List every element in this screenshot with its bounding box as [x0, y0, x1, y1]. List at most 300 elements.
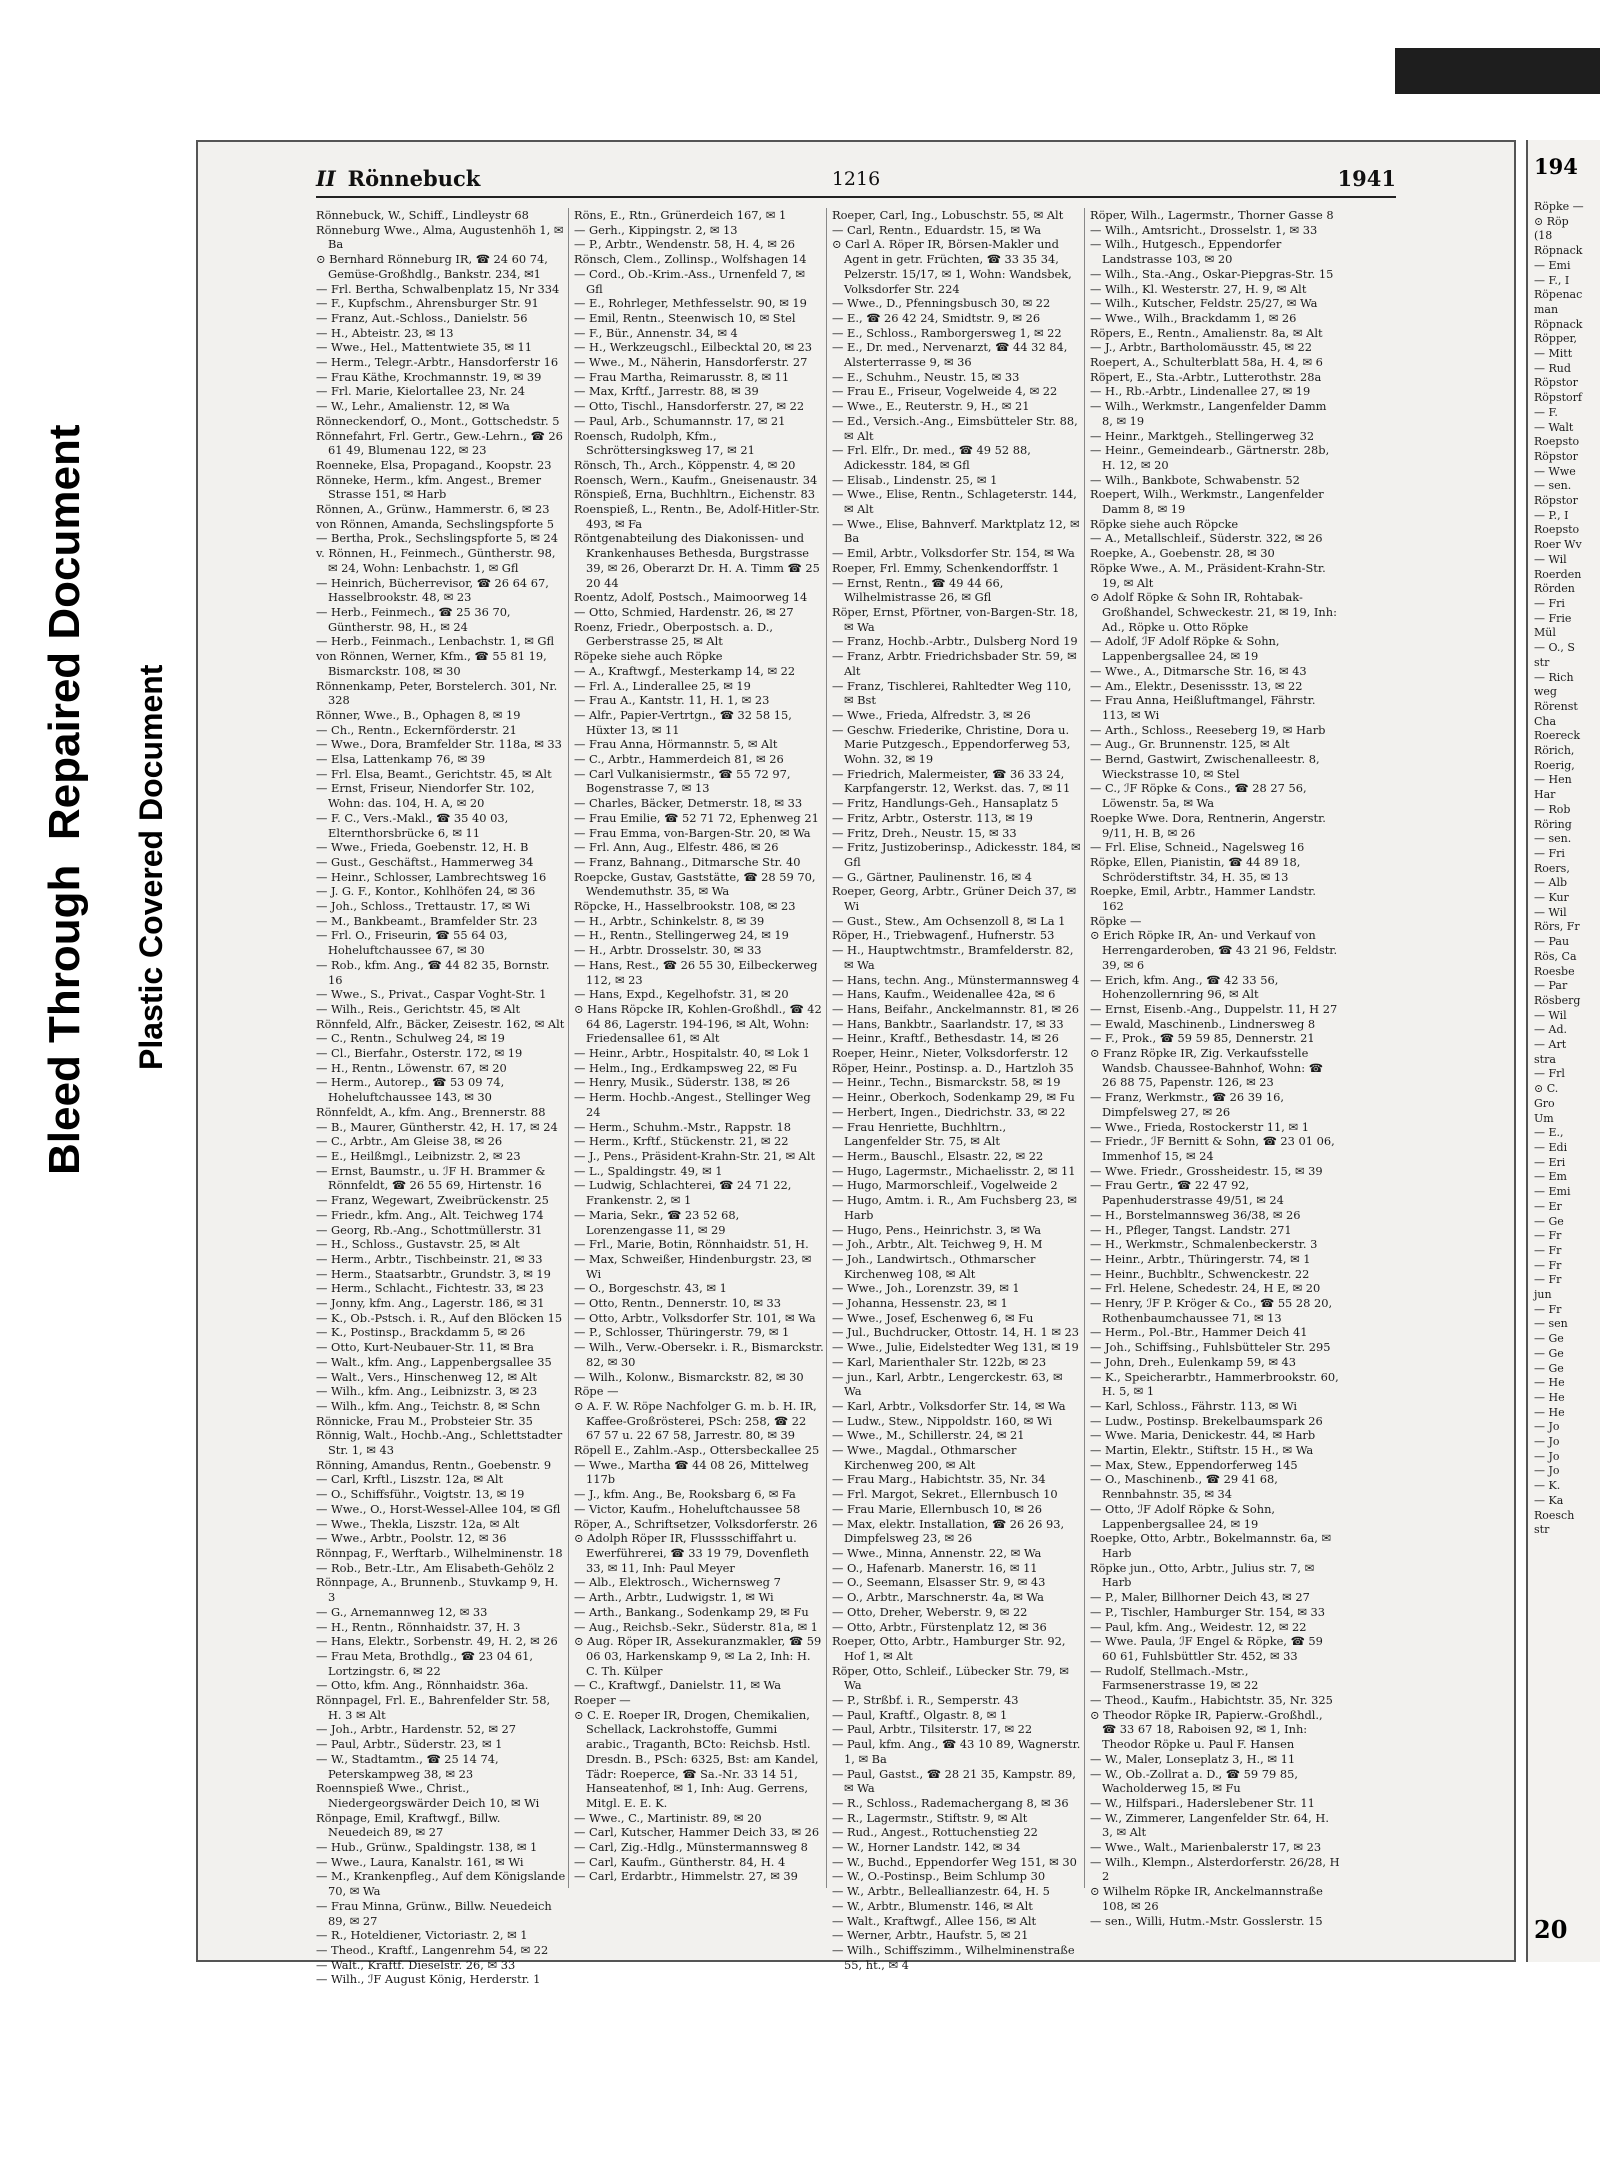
directory-entry: — O., Arbtr., Marschnerstr. 4a, ✉ Wa [832, 1590, 1044, 1605]
adjacent-entry-fragment: Cha [1534, 714, 1557, 728]
directory-entry: Rönnig, Walt., Hochb.-Ang., Schlettstadter Str. 1, ✉ 43 [316, 1428, 563, 1458]
directory-entry: — Carl, Erdarbtr., Himmelstr. 27, ✉ 39 [574, 1869, 798, 1884]
directory-entry: — Friedr., ℐF Bernitt & Sohn, ☎ 23 01 06, Immenhof 15, ✉ 24 [1090, 1134, 1335, 1163]
directory-entry: — Otto, Dreher, Weberstr. 9, ✉ 22 [832, 1604, 1028, 1619]
directory-entry: — Max, elektr. Installation, ☎ 26 26 93, Dimpfelsweg 23, ✉ 26 [832, 1516, 1065, 1546]
directory-entry: Röper, Ernst, Pförtner, von-Bargen-Str. 18, ✉ Wa [832, 604, 1079, 634]
adjacent-page-header: 194 [1534, 154, 1578, 179]
directory-entry: — Paul, Arbtr., Tilsiterstr. 17, ✉ 22 [832, 1722, 1033, 1737]
directory-entry: — Karl, Schloss., Fährstr. 113, ✉ Wi [1090, 1398, 1298, 1413]
directory-entry: — Frau Martha, Reimarusstr. 8, ✉ 11 [574, 369, 790, 384]
directory-entry: — Frau Marie, Ellernbusch 10, ✉ 26 [832, 1501, 1042, 1516]
adjacent-entry-fragment: — Ge [1534, 1361, 1564, 1375]
directory-entry: — Wwe., M., Schillerstr. 24, ✉ 21 [832, 1428, 1025, 1443]
adjacent-entry-fragment: — Rob [1534, 802, 1571, 816]
adjacent-entry-fragment: — Mitt [1534, 347, 1573, 361]
directory-entry: ⊙ A. F. W. Röpe Nachfolger G. m. b. H. IR, Kaffee-Großrösterei, PSch: 258, ☎ 22 67 57 u. 22 67 58, Jarrestr. 80, ✉ 39 [574, 1398, 817, 1443]
directory-entry: — Friedr., kfm. Ang., Alt. Teichweg 174 [316, 1207, 544, 1222]
directory-entry: — Frl. Bertha, Schwalbenplatz 15, Nr 334 [316, 281, 560, 296]
adjacent-entry-fragment: — Fr [1534, 1243, 1562, 1257]
directory-entry: von Rönnen, Amanda, Sechslingspforte 5 [316, 516, 555, 531]
directory-entry: — Frau Emma, von-Bargen-Str. 20, ✉ Wa [574, 825, 811, 840]
adjacent-entry-fragment: — Fr [1534, 1229, 1562, 1243]
directory-entry: — O., Borgeschstr. 43, ✉ 1 [574, 1281, 727, 1296]
directory-entry: — H., Hauptwchtmstr., Bramfelderstr. 82, ✉ Wa [832, 943, 1074, 972]
adjacent-entry-fragment: — sen. [1534, 479, 1572, 493]
directory-entry: Roeper, Georg, Arbtr., Grüner Deich 37, ✉ Wi [832, 884, 1077, 914]
directory-entry: — Frau Anna, Hörmannstr. 5, ✉ Alt [574, 737, 778, 752]
directory-entry: Roepke, Emil, Arbtr., Hammer Landstr. 162 [1090, 884, 1316, 914]
adjacent-entry-fragment: — Kur [1534, 891, 1569, 905]
adjacent-entry-fragment: — Frie [1534, 611, 1572, 625]
directory-entry: — F., Bür., Annenstr. 34, ✉ 4 [574, 325, 738, 340]
adjacent-entry-fragment: ⊙ Röp [1534, 214, 1569, 228]
directory-entry: — Frl. Marie, Kielortallee 23, Nr. 24 [316, 384, 525, 399]
adjacent-entry-fragment: — Jo [1534, 1449, 1560, 1463]
adjacent-entry-fragment: — Fr [1534, 1258, 1562, 1272]
adjacent-entry-fragment: Um [1534, 1111, 1554, 1125]
directory-entry: — H., Rb.-Arbtr., Lindenallee 27, ✉ 19 [1090, 384, 1311, 399]
directory-entry: ⊙ Aug. Röper IR, Assekuranzmakler, ☎ 59 06 03, Harkenskamp 9, ✉ La 2, Inh: H. C. Th. Külper [574, 1634, 822, 1678]
directory-entry: — Hub., Grünw., Spaldingstr. 138, ✉ 1 [316, 1840, 538, 1855]
directory-entry: Rönspieß, Erna, Buchhltrn., Eichenstr. 83 [574, 487, 815, 502]
adjacent-entry-fragment: — P., I [1534, 508, 1569, 522]
adjacent-entry-fragment: str [1534, 1523, 1550, 1537]
directory-entry: ⊙ Theodor Röpke IR, Papierw.-Großhdl., ☎ 33 67 18, Raboisen 92, ✉ 1, Inh: Theodor Röpke u. Paul F. Hansen [1090, 1707, 1323, 1752]
adjacent-entry-fragment: — Art [1534, 1038, 1567, 1052]
directory-entry: Röntgenabteilung des Diakonissen- und Krankenhauses Bethesda, Burgstrasse 39, ✉ 26, Oberarzt Dr. H. A. Timm ☎ 25 20 44 [574, 531, 820, 590]
adjacent-entry-fragment: Rös, Ca [1534, 949, 1577, 963]
directory-entry: — W., Arbtr., Blumenstr. 146, ✉ Alt [832, 1898, 1033, 1913]
directory-entry: Röpke jun., Otto, Arbtr., Julius str. 7, ✉ Harb [1090, 1560, 1315, 1590]
directory-entry: — Paul, Gastst., ☎ 28 21 35, Kampstr. 89, ✉ Wa [832, 1766, 1076, 1796]
directory-entry: Roensch, Rudolph, Kfm., Schröttersingksweg 17, ✉ 21 [574, 428, 755, 458]
directory-entry: — Wwe., Thekla, Liszstr. 12a, ✉ Alt [316, 1516, 520, 1531]
adjacent-entry-fragment: Röpstorf [1534, 391, 1582, 405]
directory-entry: Rönnpage, A., Brunnenb., Stuvkamp 9, H. 3 [316, 1575, 559, 1605]
directory-entry: — Wilh., Amtsricht., Drosselstr. 1, ✉ 33 [1090, 222, 1318, 237]
directory-entry: — H., Werkzeugschl., Eilbecktal 20, ✉ 23 [574, 340, 813, 355]
directory-entry: — Wwe., Arbtr., Poolstr. 12, ✉ 36 [316, 1531, 507, 1546]
directory-entry: — Frau Emilie, ☎ 52 71 72, Ephenweg 21 [574, 810, 819, 825]
directory-entry: — Max, Krftf., Jarrestr. 88, ✉ 39 [574, 384, 759, 399]
adjacent-entry-fragment: Rörich, [1534, 744, 1575, 758]
adjacent-entry-fragment: Rörden [1534, 582, 1575, 596]
directory-entry: — Ed., Versich.-Ang., Eimsbütteler Str. 88, ✉ Alt [832, 413, 1078, 443]
directory-entry: — J., Pens., Präsident-Krahn-Str. 21, ✉ Alt [574, 1149, 816, 1163]
directory-entry: — Elisab., Lindenstr. 25, ✉ 1 [832, 472, 998, 487]
directory-entry: — Walt., Kraftwgf., Allee 156, ✉ Alt [832, 1913, 1037, 1928]
directory-entry: — Gust., Geschäftst., Hammerweg 34 [316, 854, 534, 869]
directory-entry: Roensch, Wern., Kaufm., Gneisenaustr. 34 [574, 472, 818, 487]
directory-entry: — Frl., Marie, Botin, Rönnhaidstr. 51, H. [574, 1237, 809, 1252]
directory-entry: — W., Horner Landstr. 142, ✉ 34 [832, 1840, 1021, 1855]
directory-entry: — sen., Willi, Hutm.-Mstr. Gosslerstr. 15 [1090, 1913, 1323, 1928]
directory-entry: — Wilh., Verw.-Obersekr. i. R., Bismarckstr. 82, ✉ 30 [574, 1340, 824, 1369]
directory-entry: — C., Kraftwgf., Danielstr. 11, ✉ Wa [574, 1678, 781, 1693]
directory-entry: — P., Strßbf. i. R., Semperstr. 43 [832, 1693, 1019, 1708]
directory-entry: Röpcke, H., Hasselbrookstr. 108, ✉ 23 [574, 899, 796, 914]
directory-entry: — Ludw., Postinsp. Brekelbaumspark 26 [1090, 1413, 1323, 1428]
adjacent-entry-fragment: — O., S [1534, 641, 1575, 655]
adjacent-entry-fragment: jun [1534, 1288, 1552, 1302]
directory-entry: — Wwe., Frieda, Rostockerstr 11, ✉ 1 [1090, 1119, 1309, 1134]
directory-entry: — Herm., Staatsarbtr., Grundstr. 3, ✉ 19 [316, 1266, 551, 1281]
directory-entry: Roenz, Friedr., Oberpostsch. a. D., Gerberstrasse 25, ✉ Alt [574, 619, 774, 649]
directory-entry: ⊙ Adolph Röper IR, Flusssschiffahrt u. Ewerführerei, ☎ 33 19 79, Dovenfleth 33, ✉ 11, Inh: Paul Meyer [574, 1531, 809, 1575]
adjacent-entry-fragment: str [1534, 655, 1550, 669]
directory-entry: — Joh., Arbtr., Alt. Teichweg 9, H. M [832, 1237, 1043, 1252]
scanner-dark-corner [1395, 48, 1600, 94]
directory-entry: Roeper, Otto, Arbtr., Hamburger Str. 92, Hof 1, ✉ Alt [832, 1634, 1066, 1663]
directory-entry: — Otto, Kurt-Neubauer-Str. 11, ✉ Bra [316, 1340, 534, 1355]
directory-entry: Roenneke, Elsa, Propagand., Koopstr. 23 [316, 457, 552, 472]
directory-entry: — Frau Anna, Heißluftmangel, Fährstr. 113, ✉ Wi [1090, 693, 1316, 722]
directory-entry: — P., Arbtr., Wendenstr. 58, H. 4, ✉ 26 [574, 237, 795, 252]
section-name: Rönnebuck [347, 166, 481, 191]
adjacent-entry-fragment: — Em [1534, 1170, 1567, 1184]
directory-entry: — Wwe. Maria, Denickestr. 44, ✉ Harb [1090, 1428, 1316, 1443]
directory-entry: — Wilh., ℐF August König, Herderstr. 1 [316, 1972, 541, 1987]
directory-entry: — Ch., Rentn., Eckernförderstr. 21 [316, 722, 517, 737]
adjacent-page-edge [1526, 140, 1600, 1962]
directory-entry: — Friedrich, Malermeister, ☎ 36 33 24, Karpfangerstr. 12, Werkst. das. 7, ✉ 11 [832, 766, 1071, 796]
directory-entry: — Frl. A., Linderallee 25, ✉ 19 [574, 678, 751, 693]
directory-entry: — Hugo, Pens., Heinrichstr. 3, ✉ Wa [832, 1222, 1042, 1237]
adjacent-entry-fragment: — He [1534, 1405, 1565, 1419]
directory-entry: — J. G. F., Kontor., Kohlhöfen 24, ✉ 36 [316, 884, 536, 899]
directory-entry: — Franz, Wegewart, Zweibrückenstr. 25 [316, 1193, 549, 1208]
directory-entry: — R., Hoteldiener, Victoriastr. 2, ✉ 1 [316, 1928, 528, 1943]
adjacent-entry-fragment: — Emi [1534, 1185, 1571, 1199]
directory-entry: — Frau Minna, Grünw., Billw. Neuedeich 89, ✉ 27 [316, 1898, 552, 1928]
directory-entry: — Wilh., Klempn., Alsterdorferstr. 26/28, H 2 [1090, 1854, 1340, 1884]
directory-entry: Röpell E., Zahlm.-Asp., Ottersbeckallee 25 [574, 1443, 820, 1458]
directory-entry: — Heinr., Marktgeh., Stellingerweg 32 [1090, 428, 1315, 443]
directory-entry: — Frl. Elsa, Beamt., Gerichtstr. 45, ✉ Alt [316, 766, 552, 781]
directory-entry: — Ernst, Eisenb.-Ang., Duppelstr. 11, H 27 [1090, 1001, 1338, 1016]
adjacent-entry-fragment: — Fr [1534, 1273, 1562, 1287]
directory-entry: — C., Arbtr., Am Gleise 38, ✉ 26 [316, 1134, 503, 1149]
directory-entry: — John, Dreh., Eulenkamp 59, ✉ 43 [1090, 1354, 1297, 1369]
adjacent-entry-fragment: — Par [1534, 979, 1568, 993]
directory-entry: — Frl. Ann, Aug., Elfestr. 486, ✉ 26 [574, 840, 779, 855]
directory-entry: — H., Rentn., Rönnhaidstr. 37, H. 3 [316, 1619, 521, 1634]
directory-entry: Roeper, Carl, Ing., Lobuschstr. 55, ✉ Alt [832, 208, 1064, 222]
directory-entry: — Wwe., E., Reuterstr. 9, H., ✉ 21 [832, 399, 1030, 414]
directory-column-3 [832, 208, 1082, 1972]
directory-entry: — O., Schiffsführ., Voigtstr. 13, ✉ 19 [316, 1487, 525, 1502]
directory-entry: Roeper — [574, 1693, 631, 1708]
adjacent-entry-fragment: stra [1534, 1052, 1556, 1066]
adjacent-entry-fragment: — Emi [1534, 258, 1571, 272]
adjacent-entry-fragment: — Fr [1534, 1302, 1562, 1316]
adjacent-entry-fragment: Röpstor [1534, 376, 1578, 390]
directory-entry: — P., Schlosser, Thüringerstr. 79, ✉ 1 [574, 1325, 790, 1340]
directory-entry: Roepert, A., Schulterblatt 58a, H. 4, ✉ 6 [1090, 355, 1323, 370]
directory-entry: — Wilh., Werkmstr., Langenfelder Damm 8, ✉ 19 [1090, 399, 1327, 428]
directory-entry: v. Rönnen, H., Feinmech., Güntherstr. 98, ✉ 24, Wohn: Lenbachstr. 1, ✉ Gfl [316, 546, 556, 575]
adjacent-entry-fragment: — Walt [1534, 420, 1574, 434]
directory-entry: — Franz, Aut.-Schloss., Danielstr. 56 [316, 310, 528, 325]
directory-entry: Rönnpagel, Frl. E., Bahrenfelder Str. 58, H. 3 ✉ Alt [316, 1693, 551, 1722]
directory-entry: — Wilh., Reis., Gerichtstr. 45, ✉ Alt [316, 1001, 521, 1016]
directory-entry: Rönneke, Herm., kfm. Angest., Bremer Strasse 151, ✉ Harb [316, 472, 542, 502]
directory-entry: — W., Buchd., Eppendorfer Weg 151, ✉ 30 [832, 1854, 1077, 1869]
directory-entry: — Bertha, Prok., Sechslingspforte 5, ✉ 24 [316, 531, 559, 546]
adjacent-entry-fragment: Har [1534, 788, 1556, 802]
directory-entry: — Jul., Buchdrucker, Ottostr. 14, H. 1 ✉ 23 [832, 1325, 1080, 1340]
directory-entry: — Joh., Arbtr., Hardenstr. 52, ✉ 27 [316, 1722, 517, 1737]
directory-entry: — Cord., Ob.-Krim.-Ass., Urnenfeld 7, ✉ Gfl [574, 266, 805, 296]
directory-entry: — Wwe., Joh., Lorenzstr. 39, ✉ 1 [832, 1281, 1020, 1296]
directory-entry: — Wilh., Kl. Westerstr. 27, H. 9, ✉ Alt [1090, 281, 1307, 296]
directory-entry: — J., Arbtr., Bartholomäusstr. 45, ✉ 22 [1090, 340, 1313, 355]
directory-entry: — Bernd, Gastwirt, Zwischenalleestr. 8, Wieckstrasse 10, ✉ Stel [1090, 752, 1320, 781]
directory-entry: — Hans, Kaufm., Weidenallee 42a, ✉ 6 [832, 987, 1056, 1002]
directory-entry: — Otto, Schmied, Hardenstr. 26, ✉ 27 [574, 604, 794, 619]
directory-entry: — Wwe., M., Näherin, Hansdorferstr. 27 [574, 355, 808, 370]
directory-entry: — Am., Elektr., Desenissstr. 13, ✉ 22 [1090, 678, 1303, 693]
directory-entry: — W., Ob.-Zollrat a. D., ☎ 59 79 85, Wacholderweg 15, ✉ Fu [1090, 1766, 1298, 1796]
directory-entry: — Maria, Sekr., ☎ 23 52 68, Lorenzengasse 11, ✉ 29 [574, 1207, 740, 1237]
directory-entry: — Wwe., D., Pfenningsbusch 30, ✉ 22 [832, 296, 1051, 311]
directory-entry: — E., Heilßmgl., Leibnizstr. 2, ✉ 23 [316, 1149, 521, 1163]
directory-entry: — Franz, Tischlerei, Rahltedter Weg 110, ✉ Bst [832, 678, 1072, 708]
directory-entry: — Carl, Kaufm., Güntherstr. 84, H. 4 [574, 1854, 786, 1869]
directory-entry: — Ludw., Stew., Nippoldstr. 160, ✉ Wi [832, 1413, 1052, 1428]
directory-entry: Röpke, Ellen, Pianistin, ☎ 44 89 18, Schröderstiftstr. 34, H. 35, ✉ 13 [1090, 854, 1301, 884]
directory-entry: — Ludwig, Schlachterei, ☎ 24 71 22, Frankenstr. 2, ✉ 1 [574, 1178, 792, 1208]
directory-entry: — Hans, Beifahr., Anckelmannstr. 81, ✉ 26 [832, 1001, 1080, 1016]
directory-entry: Roennspieß Wwe., Christ., Niedergeorgswärder Deich 10, ✉ Wi [316, 1781, 540, 1810]
directory-entry: — Otto, ℐF Adolf Röpke & Sohn, Lappenbergsallee 24, ✉ 19 [1090, 1501, 1276, 1531]
directory-entry: ⊙ Franz Röpke IR, Zig. Verkaufsstelle Wandsb. Chaussee-Bahnhof, Wohn: ☎ 26 88 75, Papenstr. 126, ✉ 23 [1090, 1046, 1323, 1090]
directory-entry: — Heinrich, Bücherrevisor, ☎ 26 64 67, Hasselbrookstr. 48, ✉ 23 [316, 575, 549, 605]
adjacent-entry-fragment: Röpke — [1534, 200, 1584, 213]
directory-entry: Roepke, Otto, Arbtr., Bokelmannstr. 6a, ✉ Harb [1090, 1531, 1331, 1560]
directory-entry: — Henry, Musik., Süderstr. 138, ✉ 26 [574, 1075, 790, 1090]
adjacent-entry-fragment: — Er [1534, 1199, 1562, 1213]
directory-entry: Rönnfeld, Alfr., Bäcker, Zeisestr. 162, ✉ Alt [316, 1016, 565, 1031]
directory-entry: Rönpage, Emil, Kraftwgf., Billw. Neuedeich 89, ✉ 27 [316, 1810, 501, 1840]
adjacent-page-footer: 20 [1534, 1915, 1568, 1944]
directory-entry: — J., kfm. Ang., Be, Rooksbarg 6, ✉ Fa [574, 1487, 796, 1502]
directory-entry: — H., Schloss., Gustavstr. 25, ✉ Alt [316, 1237, 520, 1252]
directory-entry: — Franz, Bahnang., Ditmarsche Str. 40 [574, 854, 801, 869]
directory-entry: — Frau Käthe, Krochmannstr. 19, ✉ 39 [316, 369, 542, 384]
adjacent-entry-fragment: — Rich [1534, 670, 1574, 684]
adjacent-entry-fragment: Rörenst [1534, 699, 1578, 713]
directory-entry: Rönneburg Wwe., Alma, Augustenhöh 1, ✉ Ba [316, 222, 564, 252]
adjacent-entry-fragment: Röpper, [1534, 332, 1578, 346]
adjacent-entry-fragment: — E., [1534, 1126, 1564, 1140]
adjacent-entry-fragment: — Wil [1534, 552, 1567, 566]
directory-entry: — Carl, Zig.-Hdlg., Münstermannsweg 8 [574, 1840, 808, 1855]
adjacent-entry-fragment: Röpstor [1534, 494, 1578, 508]
directory-entry: — Joh., Landwirtsch., Othmarscher Kirchenweg 108, ✉ Alt [832, 1251, 1036, 1281]
column-divider [1084, 208, 1085, 1888]
directory-entry: — Wilh., Hutgesch., Eppendorfer Landstrasse 103, ✉ 20 [1090, 237, 1282, 267]
directory-entry: — A., Metallschleif., Süderstr. 322, ✉ 26 [1090, 531, 1323, 546]
directory-entry: — Wwe. Friedr., Grossheidestr. 15, ✉ 39 [1090, 1163, 1323, 1178]
directory-entry: — Franz, Hochb.-Arbtr., Dulsberg Nord 19 [832, 634, 1078, 649]
plastic-covered-label: Plastic Covered Document [133, 664, 169, 1070]
directory-entry: — P., Maler, Billhorner Deich 43, ✉ 27 [1090, 1590, 1310, 1605]
directory-entry: — Carl, Krftl., Liszstr. 12a, ✉ Alt [316, 1472, 504, 1487]
directory-entry: — K., Speicherarbtr., Hammerbrookstr. 60, H. 5, ✉ 1 [1090, 1369, 1339, 1399]
directory-entry: — Wwe., Hel., Mattentwiete 35, ✉ 11 [316, 340, 532, 355]
adjacent-entry-fragment: — Alb [1534, 876, 1567, 890]
adjacent-entry-fragment: Röpnack [1534, 317, 1583, 331]
adjacent-entry-fragment: Roers, [1534, 861, 1570, 875]
directory-entry: Röpke — [1090, 913, 1142, 928]
directory-entry: — Gerh., Kippingstr. 2, ✉ 13 [574, 222, 738, 237]
directory-entry: Rönnpag, F., Werftarb., Wilhelminenstr. 18 [316, 1545, 563, 1560]
directory-entry: — W., O.-Postinsp., Beim Schlump 30 [832, 1869, 1046, 1884]
directory-entry: — Wwe., Minna, Annenstr. 22, ✉ Wa [832, 1545, 1042, 1560]
adjacent-page-column [1534, 200, 1614, 1538]
directory-entry: Rönnfeldt, A., kfm. Ang., Brennerstr. 88 [316, 1104, 546, 1119]
directory-entry: — Frl. O., Friseurin, ☎ 55 64 03, Hoheluftchaussee 67, ✉ 30 [316, 928, 508, 958]
adjacent-entry-fragment: — Ge [1534, 1214, 1564, 1228]
adjacent-entry-fragment: man [1534, 302, 1559, 316]
directory-entry: — Hans, Expd., Kegelhofstr. 31, ✉ 20 [574, 987, 789, 1002]
directory-entry: — Johanna, Hessenstr. 23, ✉ 1 [832, 1296, 1008, 1311]
directory-entry: — Ernst, Friseur, Niendorfer Str. 102, Wohn: das. 104, H. A, ✉ 20 [316, 781, 535, 811]
directory-entry: — H., Arbtr., Schinkelstr. 8, ✉ 39 [574, 913, 765, 928]
directory-entry: — Herm. Hochb.-Angest., Stellinger Weg 24 [574, 1090, 811, 1119]
directory-entry: — Frau Meta, Brothdlg., ☎ 23 04 61, Lortzingstr. 6, ✉ 22 [316, 1648, 533, 1678]
directory-entry: — Carl, Rentn., Eduardstr. 15, ✉ Wa [832, 222, 1042, 237]
directory-entry: — Wwe., Frieda, Alfredstr. 3, ✉ 26 [832, 707, 1031, 722]
directory-entry: — Wilh., Sta.-Ang., Oskar-Piepgras-Str. 15 [1090, 266, 1334, 281]
directory-entry: Rönnenkamp, Peter, Borstelerch. 301, Nr. 328 [316, 678, 558, 708]
directory-entry: ⊙ Hans Röpcke IR, Kohlen-Großhdl., ☎ 42 64 86, Lagerstr. 194-196, ✉ Alt, Wohn: Friedensallee 61, ✉ Alt [574, 1001, 822, 1046]
directory-entry: — Rob., kfm. Ang., ☎ 44 82 35, Bornstr. 16 [316, 957, 550, 987]
directory-entry: — O., Maschinenb., ☎ 29 41 68, Rennbahnstr. 35, ✉ 34 [1090, 1472, 1278, 1502]
directory-entry: — Adolf, ℐF Adolf Röpke & Sohn, Lappenbergsallee 24, ✉ 19 [1090, 634, 1280, 664]
directory-entry: — Jonny, kfm. Ang., Lagerstr. 186, ✉ 31 [316, 1296, 545, 1311]
adjacent-entry-fragment: Rösberg [1534, 993, 1581, 1007]
directory-entry: — E., Dr. med., Nervenarzt, ☎ 44 32 84, Alsterterrasse 9, ✉ 36 [832, 340, 1068, 370]
directory-entry: — Hans, Elektr., Sorbenstr. 49, H. 2, ✉ 26 [316, 1634, 558, 1649]
directory-entry: — Wilh., kfm. Ang., Teichstr. 8, ✉ Schn [316, 1398, 541, 1413]
directory-entry: — Hans, Bankbtr., Saarlandstr. 17, ✉ 33 [832, 1016, 1064, 1031]
directory-entry: — Charles, Bäcker, Detmerstr. 18, ✉ 33 [574, 796, 803, 811]
directory-entry: — B., Maurer, Güntherstr. 42, H. 17, ✉ 24 [316, 1119, 558, 1134]
adjacent-entry-fragment: Gro [1534, 1096, 1555, 1110]
directory-entry: — Ewald, Maschinenb., Lindnersweg 8 [1090, 1016, 1316, 1031]
directory-entry: — Alfr., Papier-Vertrtgn., ☎ 32 58 15, Hüxter 13, ✉ 11 [574, 707, 792, 737]
directory-entry: — Heinr., Buchbltr., Schwenckestr. 22 [1090, 1266, 1310, 1281]
directory-entry: — Arth., Bankang., Sodenkamp 29, ✉ Fu [574, 1604, 809, 1619]
directory-entry: Rönneckendorf, O., Mont., Gottschedstr. 5 [316, 413, 560, 428]
adjacent-entry-fragment: — F., I [1534, 273, 1570, 287]
directory-entry: — C., Arbtr., Hammerdeich 81, ✉ 26 [574, 752, 784, 767]
adjacent-entry-fragment: Röpenac [1534, 288, 1583, 302]
directory-entry: — Max, Stew., Eppendorferweg 145 [1090, 1457, 1298, 1472]
directory-entry: — W., Arbtr., Belleallianzestr. 64, H. 5 [832, 1884, 1050, 1899]
directory-entry: Röper, Wilh., Lagermstr., Thorner Gasse 8 [1090, 208, 1334, 222]
adjacent-entry-fragment: — Fri [1534, 846, 1565, 860]
directory-entry: — Herb., Feinmech., ☎ 25 36 70, Güntherstr. 98, H., ✉ 24 [316, 604, 511, 634]
directory-entry: — Joh., Schiffsing., Fuhlsbütteler Str. 295 [1090, 1340, 1331, 1355]
directory-entry: — Geschw. Friederike, Christine, Dora u. Marie Putzgesch., Eppendorferweg 53, Wohn. 32, ✉ 19 [832, 722, 1071, 767]
adjacent-entry-fragment: — Hen [1534, 773, 1572, 787]
directory-entry: — Fritz, Dreh., Neustr. 15, ✉ 33 [832, 825, 1017, 840]
adjacent-entry-fragment: Roesbe [1534, 964, 1575, 978]
directory-entry: — H., Pfleger, Tangst. Landstr. 271 [1090, 1222, 1292, 1237]
directory-entry: — Victor, Kaufm., Hoheluftchaussee 58 [574, 1501, 801, 1516]
directory-entry: — O., Hafenarb. Manerstr. 16, ✉ 11 [832, 1560, 1038, 1575]
directory-entry: — F., Prok., ☎ 59 59 85, Dennerstr. 21 [1090, 1031, 1315, 1046]
directory-entry: Rönnefahrt, Frl. Gertr., Gew.-Lehrn., ☎ 26 61 49, Blumenau 122, ✉ 23 [316, 428, 563, 458]
directory-entry: — Cl., Bierfahr., Osterstr. 172, ✉ 19 [316, 1046, 523, 1061]
directory-entry: — Erich, kfm. Ang., ☎ 42 33 56, Hohenzollernring 96, ✉ Alt [1090, 972, 1279, 1002]
directory-entry: — Wwe., Josef, Eschenweg 6, ✉ Fu [832, 1310, 1034, 1325]
column-divider [826, 208, 827, 1888]
directory-entry: — Herm., Schlacht., Fichtestr. 33, ✉ 23 [316, 1281, 544, 1296]
adjacent-entry-fragment: — K. [1534, 1479, 1561, 1493]
adjacent-entry-fragment: — Pau [1534, 935, 1570, 949]
directory-entry: — Wwe., A., Ditmarsche Str. 16, ✉ 43 [1090, 663, 1307, 678]
adjacent-entry-fragment: — Wil [1534, 905, 1567, 919]
directory-entry: — Fritz, Handlungs-Geh., Hansaplatz 5 [832, 796, 1059, 811]
directory-entry: — Wwe., Laura, Kanalstr. 161, ✉ Wi [316, 1854, 524, 1869]
directory-entry: — Fritz, Justizoberinsp., Adickesstr. 184, ✉ Gfl [832, 840, 1081, 869]
directory-entry: Roepke Wwe. Dora, Rentnerin, Angerstr. 9/11, H. B, ✉ 26 [1090, 810, 1326, 840]
directory-entry: — Wwe. Paula, ℐF Engel & Röpke, ☎ 59 60 61, Fuhlsbüttler Str. 452, ✉ 33 [1090, 1634, 1323, 1663]
adjacent-entry-fragment: — Ad. [1534, 1023, 1567, 1037]
adjacent-entry-fragment: Röpstor [1534, 449, 1578, 463]
directory-entry: — H., Abteistr. 23, ✉ 13 [316, 325, 454, 340]
directory-entry: — Theod., Kaufm., Habichtstr. 35, Nr. 325 [1090, 1693, 1333, 1708]
directory-entry: Roepke, A., Goebenstr. 28, ✉ 30 [1090, 546, 1275, 561]
directory-entry: — Heinr., Oberkoch, Sodenkamp 29, ✉ Fu [832, 1090, 1075, 1105]
directory-entry: — Wwe., C., Martinistr. 89, ✉ 20 [574, 1810, 762, 1825]
directory-entry: — Karl, Arbtr., Volksdorfer Str. 14, ✉ Wa [832, 1398, 1066, 1413]
directory-entry: Rönnebuck, W., Schiff., Lindleystr 68 [316, 208, 529, 222]
directory-entry: — E., Schloss., Ramborgersweg 1, ✉ 22 [832, 325, 1062, 340]
directory-entry: — Max, Schweißer, Hindenburgstr. 23, ✉ Wi [574, 1251, 812, 1281]
adjacent-entry-fragment: — Jo [1534, 1420, 1560, 1434]
page-header [316, 162, 1396, 198]
directory-entry: Röpke Wwe., A. M., Präsident-Krahn-Str. 19, ✉ Alt [1090, 560, 1326, 590]
directory-entry: — Frl. Elfr., Dr. med., ☎ 49 52 88, Adickesstr. 184, ✉ Gfl [832, 443, 1031, 472]
adjacent-entry-fragment: — sen [1534, 1317, 1568, 1331]
directory-entry: Rönning, Amandus, Rentn., Goebenstr. 9 [316, 1457, 552, 1472]
directory-entry: — Wwe., Elise, Bahnverf. Marktplatz 12, ✉ Ba [832, 516, 1080, 546]
directory-entry: — R., Lagermstr., Stiftstr. 9, ✉ Alt [832, 1810, 1028, 1825]
adjacent-entry-fragment: — Eri [1534, 1155, 1566, 1169]
adjacent-entry-fragment: Röpnack [1534, 244, 1583, 258]
directory-entry: — Wilh., Kolonw., Bismarckstr. 82, ✉ 30 [574, 1369, 804, 1384]
directory-entry: — E., Rohrleger, Methfesselstr. 90, ✉ 19 [574, 296, 807, 311]
adjacent-entry-fragment: Roer Wv [1534, 538, 1582, 552]
directory-entry: — Herm., Autorep., ☎ 53 09 74, Hoheluftchaussee 143, ✉ 30 [316, 1075, 505, 1105]
directory-entry: — Hugo, Marmorschleif., Vogelweide 2 [832, 1178, 1058, 1193]
directory-entry: — Wwe., Julie, Eidelstedter Weg 131, ✉ 19 [832, 1340, 1079, 1355]
directory-entry: — Aug., Gr. Brunnenstr. 125, ✉ Alt [1090, 737, 1290, 752]
directory-entry: — Heinr., Schlosser, Lambrechtsweg 16 [316, 869, 547, 884]
adjacent-entry-fragment: Roereck [1534, 729, 1581, 743]
adjacent-entry-fragment: — He [1534, 1390, 1565, 1404]
directory-entry: — Wwe., Dora, Bramfelder Str. 118a, ✉ 33 [316, 737, 562, 752]
directory-entry: — W., Maler, Lonseplatz 3, H., ✉ 11 [1090, 1751, 1296, 1766]
directory-entry: Röpert, E., Sta.-Arbtr., Lutterothstr. 28a [1090, 369, 1322, 384]
directory-entry: — Heinr., Techn., Bismarckstr. 58, ✉ 19 [832, 1075, 1061, 1090]
